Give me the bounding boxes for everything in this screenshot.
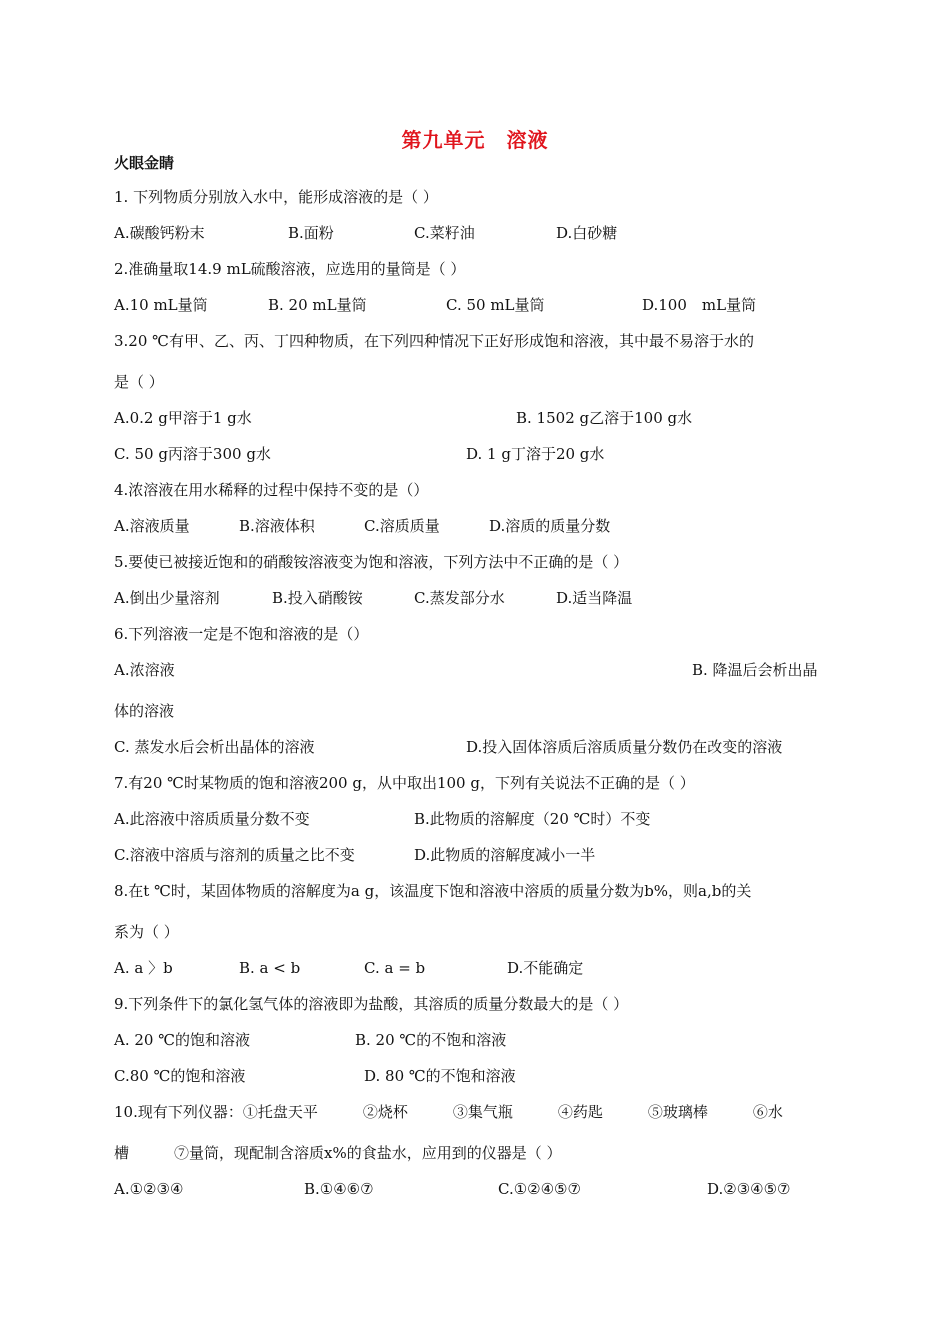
question-9-option-d: D. 80 ℃的不饱和溶液 [364, 1067, 516, 1085]
question-3-stem-line-2: 是（ ） [114, 373, 164, 391]
question-7-option-b: B.此物质的溶解度（20 ℃时）不变 [414, 810, 651, 828]
question-8-option-c: C. a = b [364, 959, 426, 977]
question-6-option-a: A.浓溶液 [114, 661, 175, 679]
question-5-option-d: D.适当降温 [556, 589, 633, 607]
question-2-option-b: B. 20 mL量筒 [268, 296, 367, 314]
question-3-option-d: D. 1 g丁溶于20 g水 [466, 445, 605, 463]
question-10-stem-line-2: 槽 ⑦量筒，现配制含溶质x%的食盐水，应用到的仪器是（ ） [114, 1144, 562, 1162]
question-3-stem-line-1: 3.20 ℃有甲、乙、丙、丁四种物质，在下列四种情况下正好形成饱和溶液，其中最不易溶于水的 [114, 332, 754, 350]
question-4-option-a: A.溶液质量 [114, 517, 190, 535]
question-3-option-a: A.0.2 g甲溶于1 g水 [114, 409, 252, 427]
question-10-option-d: D.②③④⑤⑦ [707, 1180, 791, 1198]
question-9-option-c: C.80 ℃的饱和溶液 [114, 1067, 246, 1085]
question-9-stem: 9.下列条件下的氯化氢气体的溶液即为盐酸，其溶质的质量分数最大的是（ ） [114, 995, 629, 1013]
question-10-option-a: A.①②③④ [114, 1180, 184, 1198]
question-5-option-a: A.倒出少量溶剂 [114, 589, 220, 607]
question-5-stem: 5.要使已被接近饱和的硝酸铵溶液变为饱和溶液，下列方法中不正确的是（ ） [114, 553, 629, 571]
question-4-option-c: C.溶质质量 [364, 517, 440, 535]
question-1-option-c: C.菜籽油 [414, 224, 475, 242]
question-9-option-a: A. 20 ℃的饱和溶液 [114, 1031, 251, 1049]
question-10-stem-line-1: 10.现有下列仪器：①托盘天平 ②烧杯 ③集气瓶 ④药匙 ⑤玻璃棒 ⑥水 [114, 1103, 783, 1121]
question-9-option-b: B. 20 ℃的不饱和溶液 [355, 1031, 507, 1049]
question-1-stem: 1. 下列物质分别放入水中，能形成溶液的是（ ） [114, 188, 438, 206]
question-5-option-b: B.投入硝酸铵 [272, 589, 363, 607]
question-8-stem-line-1: 8.在t ℃时，某固体物质的溶解度为a g，该温度下饱和溶液中溶质的质量分数为b%，则a,b的关 [114, 882, 752, 900]
question-3-option-b: B. 1502 g乙溶于100 g水 [516, 409, 693, 427]
question-2-option-d: D.100 mL量筒 [642, 296, 757, 314]
question-7-option-c: C.溶液中溶质与溶剂的质量之比不变 [114, 846, 355, 864]
question-7-stem: 7.有20 ℃时某物质的饱和溶液200 g，从中取出100 g，下列有关说法不正确的是（ ） [114, 774, 695, 792]
question-1-option-d: D.白砂糖 [556, 224, 618, 242]
question-10-option-c: C.①②④⑤⑦ [498, 1180, 581, 1198]
question-6-option-d: D.投入固体溶质后溶质质量分数仍在改变的溶液 [466, 738, 783, 756]
question-1-option-a: A.碳酸钙粉末 [114, 224, 205, 242]
question-4-stem: 4.浓溶液在用水稀释的过程中保持不变的是（） [114, 481, 429, 499]
question-7-option-d: D.此物质的溶解度减小一半 [414, 846, 596, 864]
question-2-stem: 2.准确量取14.9 mL硫酸溶液，应选用的量筒是（ ） [114, 260, 466, 278]
question-5-option-c: C.蒸发部分水 [414, 589, 505, 607]
question-3-option-c: C. 50 g丙溶于300 g水 [114, 445, 271, 463]
question-8-stem-line-2: 系为（ ） [114, 923, 179, 941]
question-4-option-d: D.溶质的质量分数 [489, 517, 611, 535]
question-6-option-b-line-1: B. 降温后会析出晶 [692, 661, 818, 679]
question-10-option-b: B.①④⑥⑦ [304, 1180, 374, 1198]
page-title: 第九单元 溶液 [401, 128, 549, 152]
question-6-stem: 6.下列溶液一定是不饱和溶液的是（） [114, 625, 369, 643]
question-2-option-c: C. 50 mL量筒 [446, 296, 545, 314]
question-6-option-c: C. 蒸发水后会析出晶体的溶液 [114, 738, 315, 756]
question-2-option-a: A.10 mL量筒 [114, 296, 208, 314]
question-6-option-b-line-2: 体的溶液 [114, 702, 175, 720]
question-8-option-a: A. a 〉b [114, 959, 173, 977]
question-4-option-b: B.溶液体积 [239, 517, 315, 535]
question-8-option-b: B. a < b [239, 959, 301, 977]
question-1-option-b: B.面粉 [288, 224, 334, 242]
question-7-option-a: A.此溶液中溶质质量分数不变 [114, 810, 310, 828]
section-heading: 火眼金睛 [114, 154, 175, 172]
question-8-option-d: D.不能确定 [507, 959, 584, 977]
